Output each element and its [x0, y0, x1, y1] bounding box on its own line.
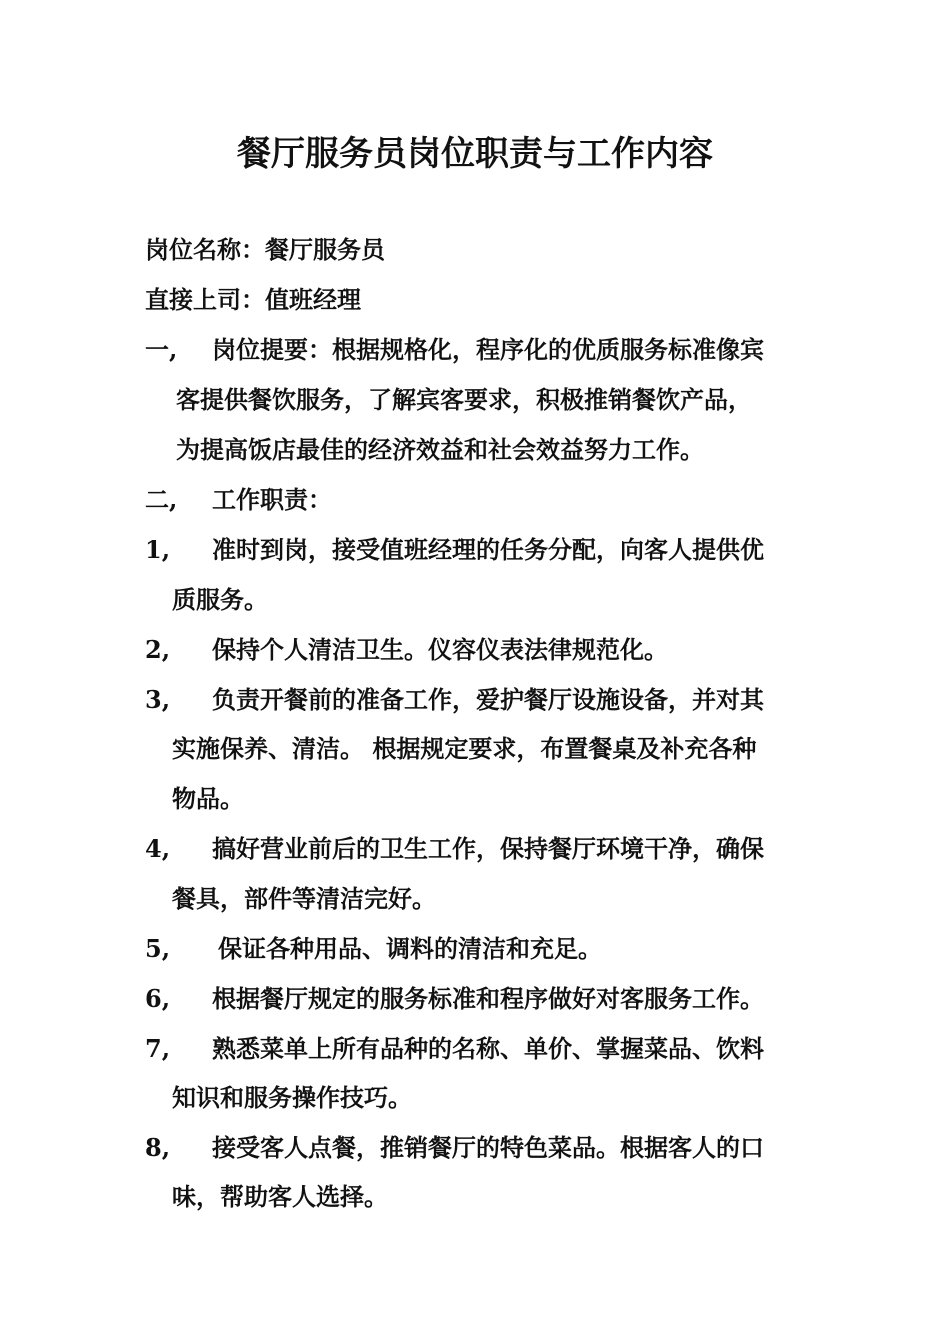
- line-text: 物品。: [172, 784, 244, 813]
- line-number: 5,: [145, 934, 171, 963]
- line-text: 准时到岗，接受值班经理的任务分配，向客人提供优: [212, 535, 764, 564]
- line-number: 二,: [145, 485, 178, 514]
- text-line: [0, 1177, 950, 1217]
- line-text: 根据餐厅规定的服务标准和程序做好对客服务工作。: [212, 984, 764, 1013]
- line-number: 6,: [145, 984, 171, 1013]
- text-line: [0, 680, 950, 720]
- line-text: 实施保养、清洁。 根据规定要求，布置餐桌及补充各种: [172, 734, 757, 763]
- line-number: 一,: [145, 335, 178, 364]
- line-text: 工作职责：: [212, 485, 332, 514]
- line-text: 餐具，部件等清洁完好。: [172, 884, 436, 913]
- line-text: 质服务。: [172, 585, 268, 614]
- line-text: 搞好营业前后的卫生工作，保持餐厅环境干净，确保: [212, 834, 764, 863]
- line-number: 3,: [145, 685, 171, 714]
- text-line: [0, 829, 950, 869]
- text-line: [0, 480, 950, 520]
- text-line: [0, 1029, 950, 1069]
- line-number: 4,: [145, 834, 171, 863]
- text-line: [0, 280, 950, 320]
- line-number: 7,: [145, 1034, 171, 1063]
- line-number: 8,: [145, 1133, 171, 1162]
- text-line: [0, 380, 950, 420]
- text-line: [0, 330, 950, 370]
- text-line: [0, 879, 950, 919]
- line-text: 保证各种用品、调料的清洁和充足。: [218, 934, 602, 963]
- line-text: 接受客人点餐，推销餐厅的特色菜品。根据客人的口: [212, 1133, 764, 1162]
- text-line: [0, 979, 950, 1019]
- line-text: 知识和服务操作技巧。: [172, 1083, 412, 1112]
- text-line: [0, 230, 950, 270]
- line-text: 岗位名称：餐厅服务员: [145, 235, 385, 264]
- text-line: [0, 929, 950, 969]
- line-text: 客提供餐饮服务，了解宾客要求，积极推销餐饮产品，: [176, 385, 752, 414]
- text-line: [0, 729, 950, 769]
- document-title: 餐厅服务员岗位职责与工作内容: [237, 134, 713, 174]
- line-text: 保持个人清洁卫生。仪容仪表法律规范化。: [212, 635, 668, 664]
- line-text: 负责开餐前的准备工作，爱护餐厅设施设备，并对其: [212, 685, 764, 714]
- line-number: 1,: [145, 535, 171, 564]
- line-text: 岗位提要：根据规格化，程序化的优质服务标准像宾: [212, 335, 764, 364]
- text-line: [0, 430, 950, 470]
- line-number: 2,: [145, 635, 171, 664]
- text-line: [0, 630, 950, 670]
- text-line: [0, 1128, 950, 1168]
- line-text: 为提高饭店最佳的经济效益和社会效益努力工作。: [176, 435, 704, 464]
- line-text: 直接上司：值班经理: [145, 285, 361, 314]
- line-text: 熟悉菜单上所有品种的名称、单价、掌握菜品、饮料: [212, 1034, 764, 1063]
- line-text: 味，帮助客人选择。: [172, 1182, 388, 1211]
- text-line: [0, 779, 950, 819]
- text-line: [0, 1078, 950, 1118]
- text-line: [0, 580, 950, 620]
- text-line: [0, 530, 950, 570]
